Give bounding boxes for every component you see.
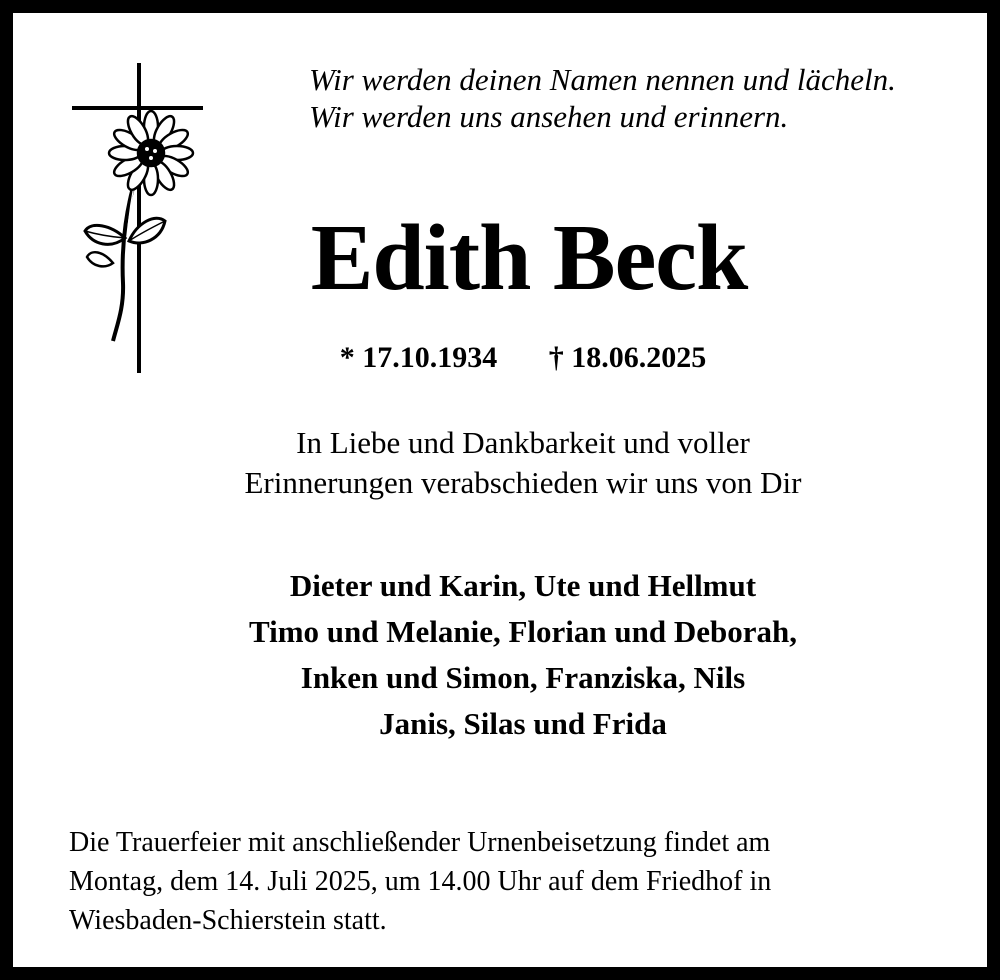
deceased-name: Edith Beck — [310, 206, 748, 310]
farewell-line: In Liebe und Dankbarkeit und voller — [296, 425, 750, 460]
service-line: Wiesbaden-Schierstein statt. — [69, 905, 387, 936]
farewell-line: Erinnerungen verabschieden wir uns von Dir — [244, 465, 802, 500]
death-date: † 18.06.2025 — [548, 341, 707, 374]
quote-line: Wir werden deinen Namen nennen und lächeln. — [309, 62, 896, 97]
cross-with-sunflower-icon — [63, 53, 213, 378]
service-line: Die Trauerfeier mit anschließender Urnenbeisetzung findet am — [69, 827, 771, 858]
memorial-quote — [309, 61, 989, 135]
life-dates — [213, 338, 833, 378]
quote-line: Wir werden uns ansehen und erinnern. — [309, 99, 789, 134]
funeral-service-info — [69, 823, 969, 940]
birth-date: * 17.10.1934 — [339, 341, 498, 374]
mourners-line: Janis, Silas und Frida — [379, 706, 667, 741]
farewell-text — [113, 423, 933, 503]
service-line: Montag, dem 14. Juli 2025, um 14.00 Uhr auf dem Friedhof in — [69, 866, 772, 897]
mourners-list — [113, 563, 933, 747]
mourners-line: Inken und Simon, Franziska, Nils — [300, 660, 746, 695]
mourners-line: Timo und Melanie, Florian und Deborah, — [248, 614, 798, 649]
mourners-line: Dieter und Karin, Ute und Hellmut — [289, 568, 757, 603]
